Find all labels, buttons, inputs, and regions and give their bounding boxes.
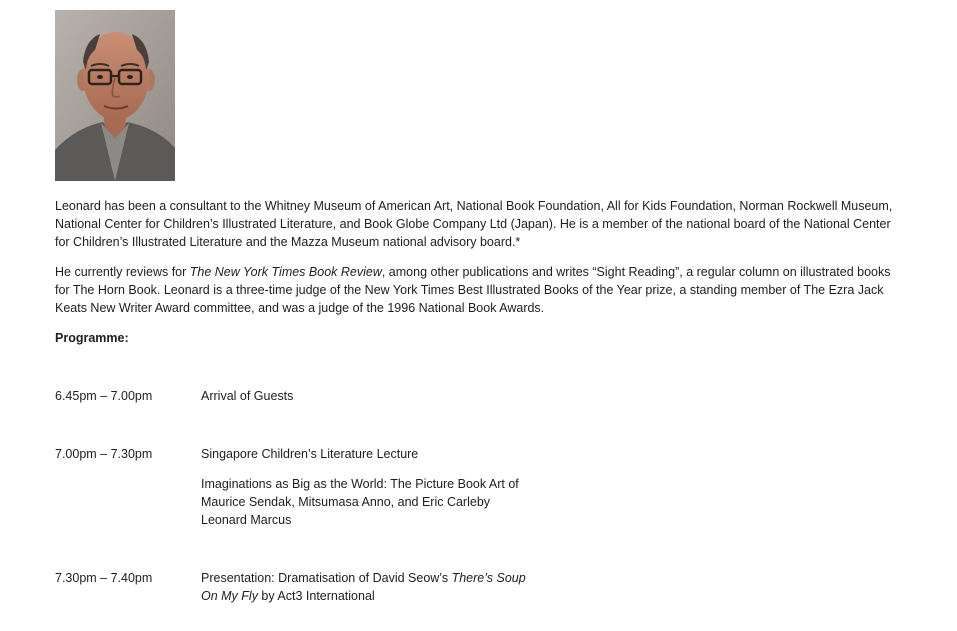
programme-title-1: Arrival of Guests xyxy=(201,389,294,403)
book-title-part-1: There’s Soup xyxy=(451,571,526,585)
lecture-speaker: Leonard Marcus xyxy=(201,513,292,527)
bio-paragraph-reviews xyxy=(55,263,905,317)
programme-detail-2 xyxy=(201,475,546,529)
programme-title-2: Singapore Children’s Literature Lecture xyxy=(201,447,419,461)
programme-time-3: 7.30pm – 7.40pm xyxy=(55,571,153,585)
lecture-title-line-2: Maurice Sendak, Mitsumasa Anno, and Eric Carleby xyxy=(201,495,491,509)
programme-heading: Programme: xyxy=(55,331,129,345)
presentation-performer: by Act3 International xyxy=(257,589,375,603)
bio-paragraph-reviews-intro: He currently reviews for xyxy=(55,265,190,279)
bio-paragraph-reviews-rest: , among other publications and writes “Sight Reading”, a regular column on illustrated books for The Horn Book. Leonard is a three-time judge of the New York Times Best Illustrated Books of the Year prize, a standing member of The Ezra Jack Keats New Writer Award committee, and was a judge of the 1996 National Book Awards. xyxy=(55,265,891,315)
programme-title-3 xyxy=(201,569,546,605)
bio-paragraph-consultant: Leonard has been a consultant to the Whitney Museum of American Art, National Book Foundation, All for Kids Foundation, Norman Rockwell Museum, National Center for Children’s Illustrated Literature, and Book Globe Company Ltd (Japan). He is a member of the national board of the National Center for Children’s Illustrated Literature and the Mazza Museum national advisory board.* xyxy=(55,199,893,249)
publication-title: The New York Times Book Review xyxy=(189,265,382,279)
programme-time-1: 6.45pm – 7.00pm xyxy=(55,389,153,403)
presentation-intro: Presentation: Dramatisation of David Seow’s xyxy=(201,571,452,585)
book-title-part-2: On My Fly xyxy=(201,589,258,603)
presentation-line-2 xyxy=(201,587,546,605)
portrait-photo xyxy=(55,10,175,181)
presentation-line-1 xyxy=(201,569,546,587)
programme-time-2: 7.00pm – 7.30pm xyxy=(55,447,153,461)
lecture-title-line-1: Imaginations as Big as the World: The Picture Book Art of xyxy=(201,477,519,491)
